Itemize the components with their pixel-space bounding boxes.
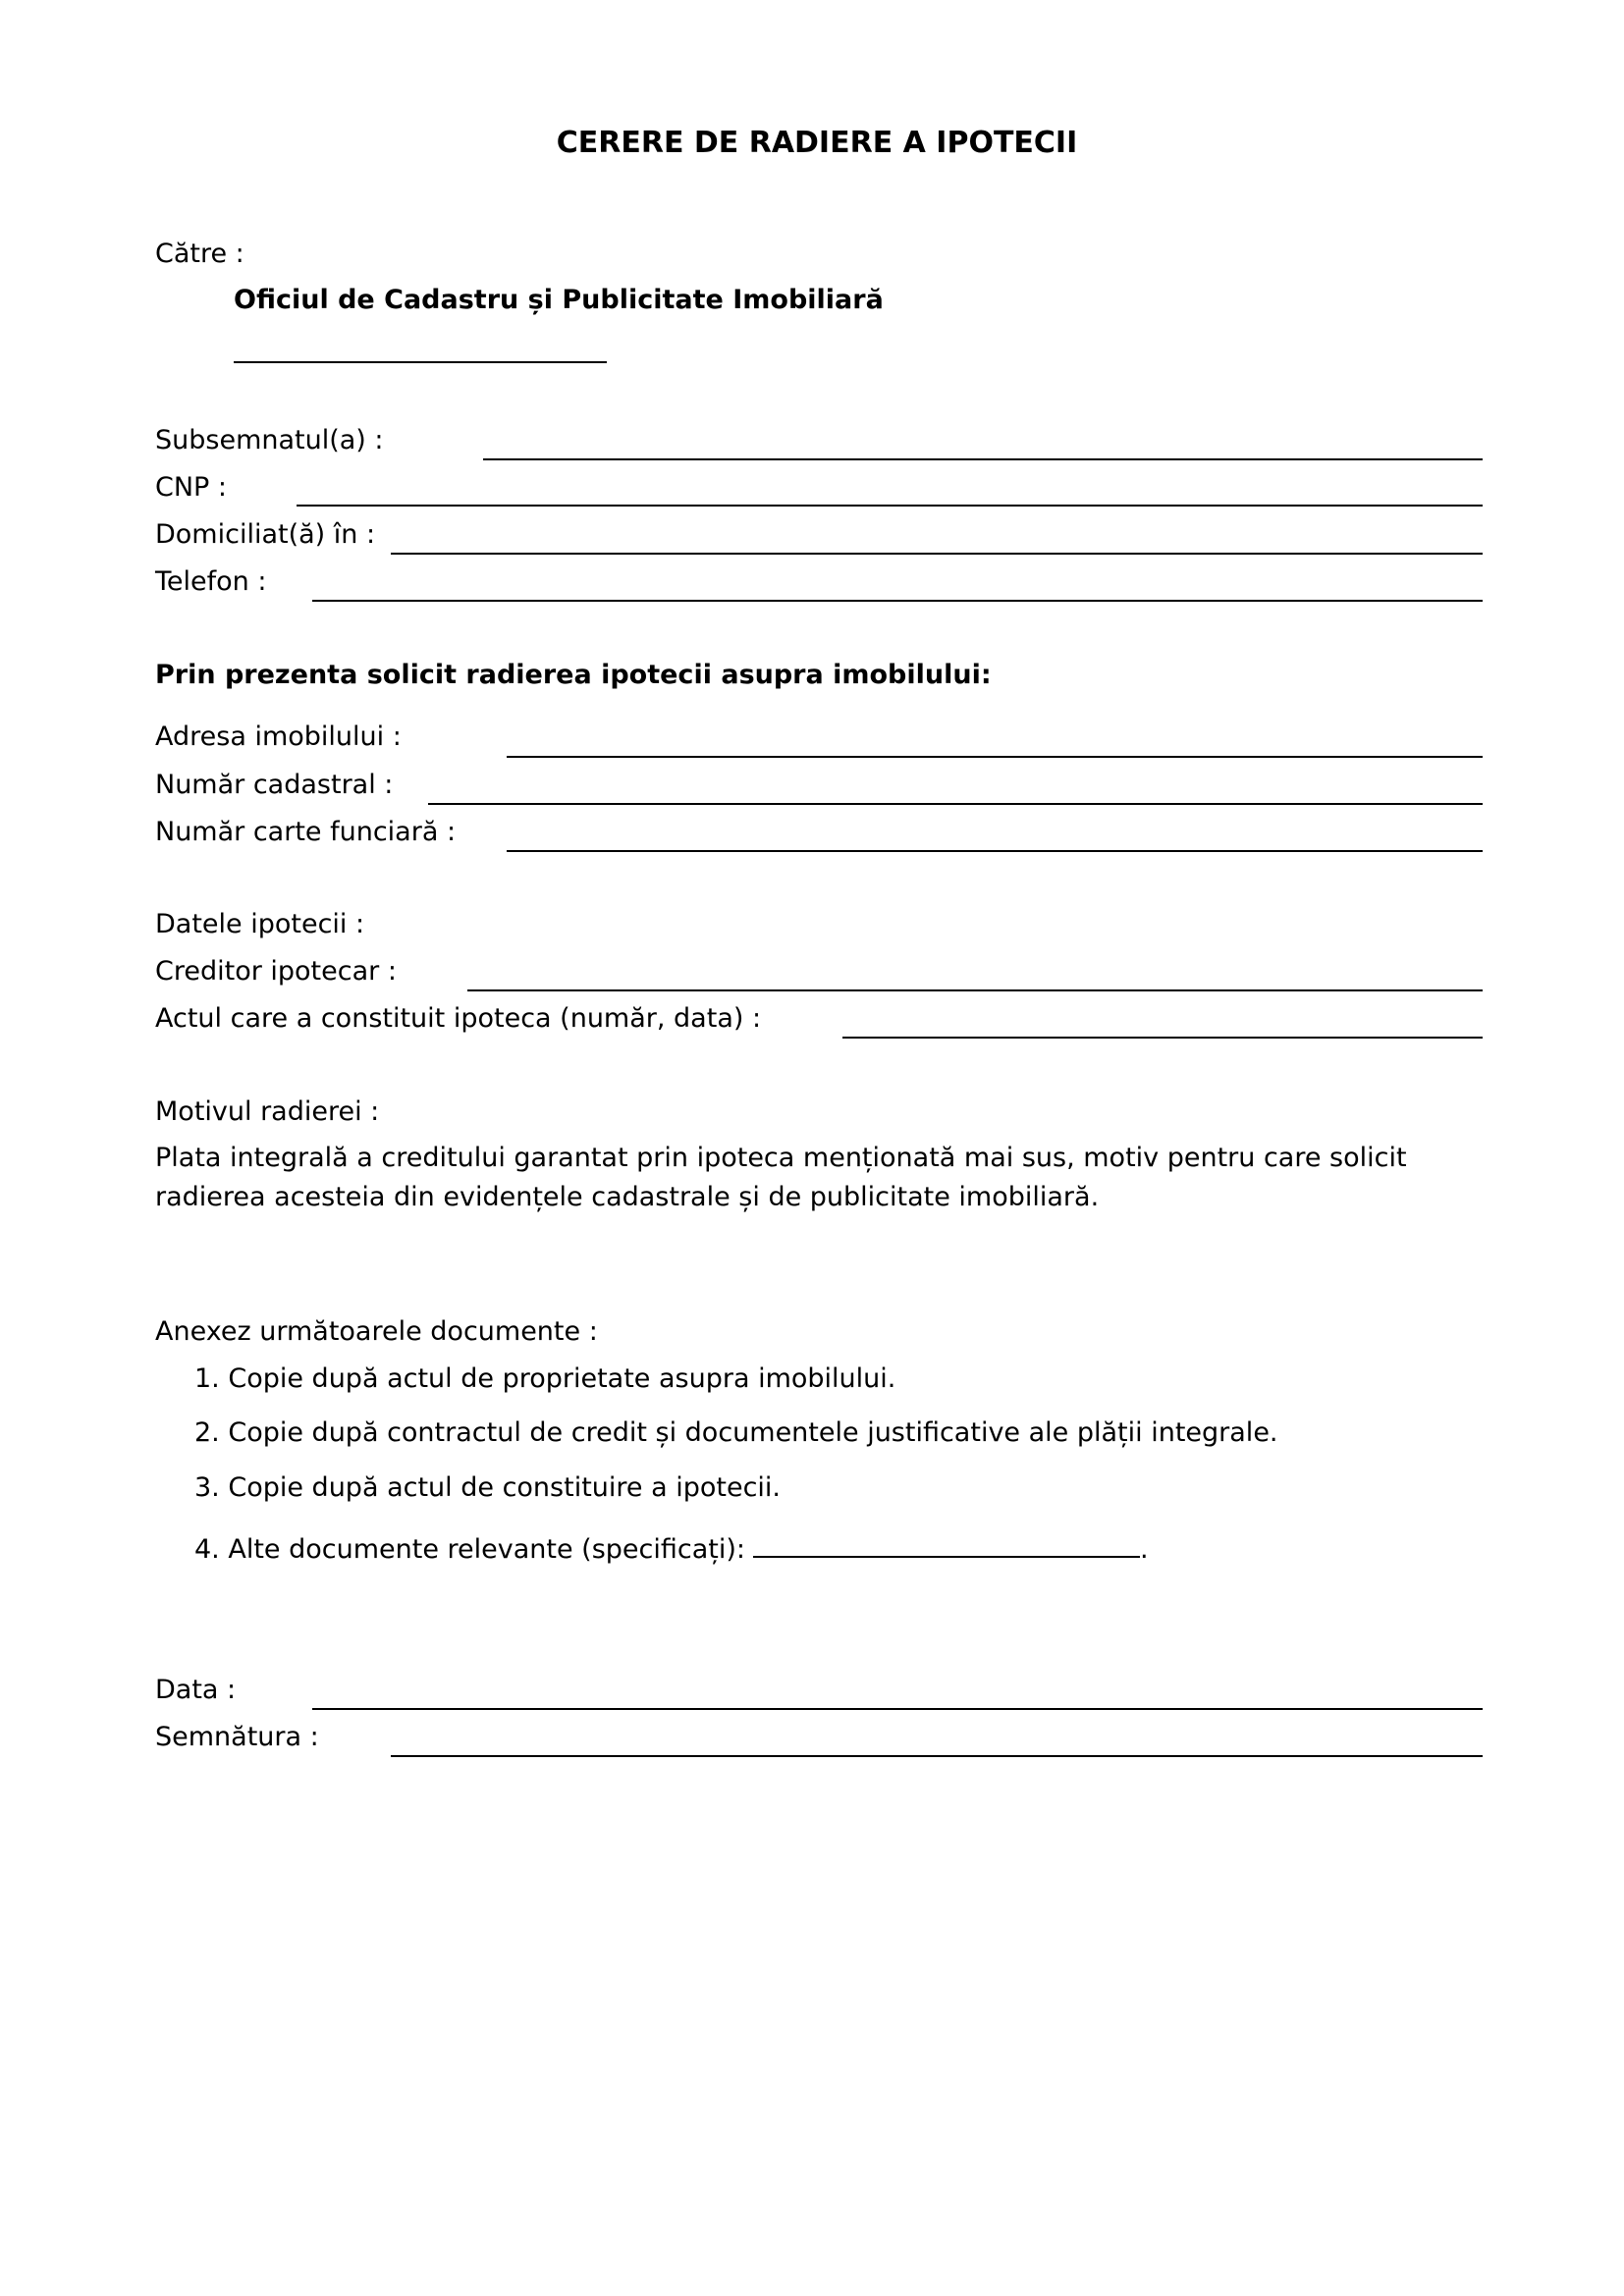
recipient-office: Oficiul de Cadastru și Publicitate Imobiliară bbox=[234, 285, 884, 315]
attachments-heading: Anexez următoarele documente : bbox=[155, 1316, 598, 1347]
creditor-label: Creditor ipotecar : bbox=[155, 956, 397, 987]
phone-field[interactable] bbox=[312, 600, 1483, 602]
signature-field[interactable] bbox=[391, 1755, 1483, 1757]
signature-label: Semnătura : bbox=[155, 1722, 319, 1752]
cadastral-number-label: Număr cadastral : bbox=[155, 770, 394, 800]
cadastral-number-field[interactable] bbox=[428, 803, 1483, 805]
recipient-blank-line[interactable] bbox=[234, 361, 607, 363]
attachment-item-other bbox=[194, 1526, 1149, 1566]
attachment-item: 3. Copie după actul de constituire a ipotecii. bbox=[194, 1472, 782, 1503]
document-title: CERERE DE RADIERE A IPOTECII bbox=[556, 126, 1078, 160]
land-book-label: Număr carte funciară : bbox=[155, 817, 457, 847]
mortgage-heading: Datele ipotecii : bbox=[155, 909, 365, 939]
other-documents-field[interactable] bbox=[753, 1526, 1140, 1558]
date-field[interactable] bbox=[312, 1708, 1483, 1710]
cnp-label: CNP : bbox=[155, 472, 228, 503]
date-label: Data : bbox=[155, 1675, 237, 1705]
deed-field[interactable] bbox=[842, 1037, 1483, 1039]
attachment-item: 2. Copie după contractul de credit și documentele justificative ale plății integrale. bbox=[194, 1417, 1278, 1448]
reason-label: Motivul radierei : bbox=[155, 1096, 380, 1127]
address-field[interactable] bbox=[391, 553, 1483, 555]
name-field[interactable] bbox=[483, 458, 1483, 460]
creditor-field[interactable] bbox=[467, 989, 1483, 991]
attachment-item-4-text: 4. Alte documente relevante (specificați): bbox=[194, 1534, 745, 1565]
attachment-item: 1. Copie după actul de proprietate asupra imobilului. bbox=[194, 1363, 896, 1394]
property-address-label: Adresa imobilului : bbox=[155, 721, 402, 752]
request-heading: Prin prezenta solicit radierea ipotecii asupra imobilului: bbox=[155, 660, 992, 690]
address-label: Domiciliat(ă) în : bbox=[155, 519, 376, 550]
name-label: Subsemnatul(a) : bbox=[155, 425, 384, 455]
phone-label: Telefon : bbox=[155, 566, 267, 597]
cnp-field[interactable] bbox=[297, 505, 1483, 507]
recipient-label: Către : bbox=[155, 239, 244, 269]
reason-text: Plata integrală a creditului garantat prin ipoteca menționată mai sus, motiv pentru care solicit radierea acesteia din evidențele cadastrale și de publicitate imobiliară. bbox=[155, 1143, 1407, 1212]
attachment-item-4-period: . bbox=[1139, 1534, 1149, 1565]
deed-label: Actul care a constituit ipoteca (număr, data) : bbox=[155, 1003, 762, 1034]
property-address-field[interactable] bbox=[507, 756, 1483, 758]
land-book-field[interactable] bbox=[507, 850, 1483, 852]
